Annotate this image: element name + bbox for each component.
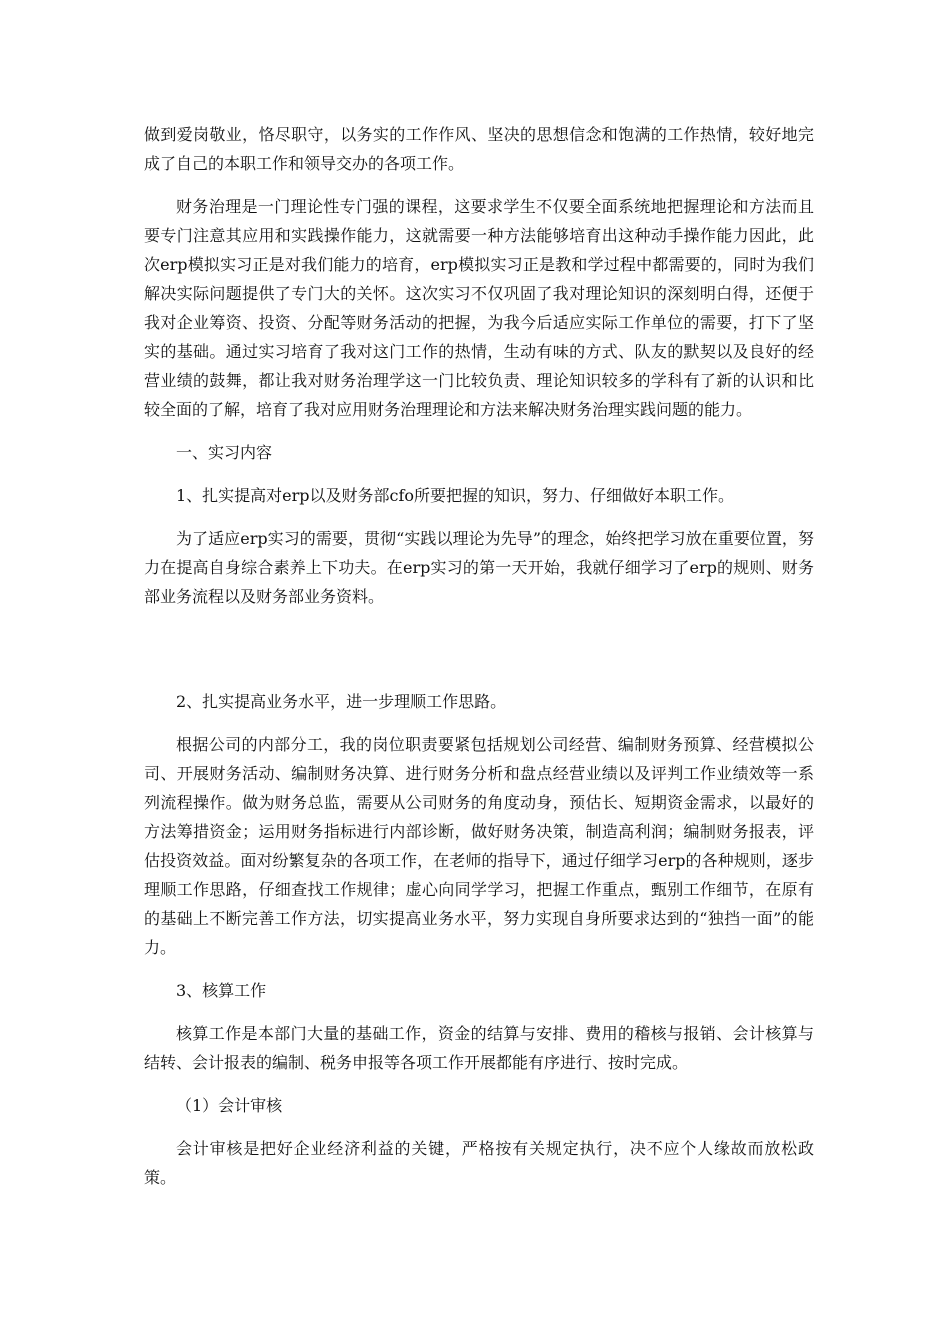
- paragraph-job-duties: 根据公司的内部分工，我的岗位职责要紧包括规划公司经营、编制财务预算、经营模拟公司、开展财务活动、编制财务决算、进行财务分析和盘点经营业绩以及评判工作业绩效等一系列流程操作。做为财务总监，需要从公司财务的角度动身，预估长、短期资金需求，以最好的方法筹措资金；运用财务指标进行内部诊断，做好财务决策，制造高利润；编制财务报表，评估投资效益。面对纷繁复杂的各项工作，在老师的指导下，通过仔细学习erp的各种规则，逐步理顺工作思路，仔细查找工作规律；虚心向同学学习，把握工作重点，甄别工作细节，在原有的基础上不断完善工作方法，切实提高业务水平，努力实现自身所要求达到的“独挡一面”的能力。: [144, 735, 814, 957]
- item-heading-1: 1、扎实提高对erp以及财务部cfo所要把握的知识，努力、仔细做好本职工作。: [176, 486, 735, 505]
- paragraph-accounting-work: 核算工作是本部门大量的基础工作，资金的结算与安排、费用的稽核与报销、会计核算与结转、会计报表的编制、税务申报等各项工作开展都能有序进行、按时完成。: [144, 1024, 814, 1072]
- paragraph-intro: 做到爱岗敬业，恪尽职守，以务实的工作作风、坚决的思想信念和饱满的工作热情，较好地完成了自己的本职工作和领导交办的各项工作。: [144, 125, 814, 173]
- paragraph-erp-study: 为了适应erp实习的需要，贯彻“实践以理论为先导”的理念，始终把学习放在重要位置，努力在提高自身综合素养上下功夫。在erp实习的第一天开始，我就仔细学习了erp的规则、财务部业务流程以及财务部业务资料。: [144, 529, 814, 606]
- item-heading-2: 2、扎实提高业务水平，进一步理顺工作思路。: [176, 692, 507, 711]
- item-heading-3: 3、核算工作: [176, 981, 267, 1000]
- document-body: [144, 120, 814, 1192]
- sub-heading-accounting-audit: （1）会计审核: [176, 1096, 283, 1115]
- paragraph-finance-course: 财务治理是一门理论性专门强的课程，这要求学生不仅要全面系统地把握理论和方法而且要专门注意其应用和实践操作能力，这就需要一种方法能够培育出这种动手操作能力因此，此次erp模拟实习正是对我们能力的培育，erp模拟实习正是教和学过程中都需要的，同时为我们解决实际问题提供了专门大的关怀。这次实习不仅巩固了我对理论知识的深刻明白得，还便于我对企业筹资、投资、分配等财务活动的把握，为我今后适应实际工作单位的需要，打下了坚实的基础。通过实习培育了我对这门工作的热情，生动有味的方式、队友的默契以及良好的经营业绩的鼓舞，都让我对财务治理学这一门比较负责、理论知识较多的学科有了新的认识和比较全面的了解，培育了我对应用财务治理理论和方法来解决财务治理实践问题的能力。: [144, 197, 814, 419]
- section-heading-internship-content: 一、实习内容: [176, 443, 273, 462]
- paragraph-accounting-audit: 会计审核是把好企业经济利益的关键，严格按有关规定执行，决不应个人缘故而放松政策。: [144, 1139, 814, 1187]
